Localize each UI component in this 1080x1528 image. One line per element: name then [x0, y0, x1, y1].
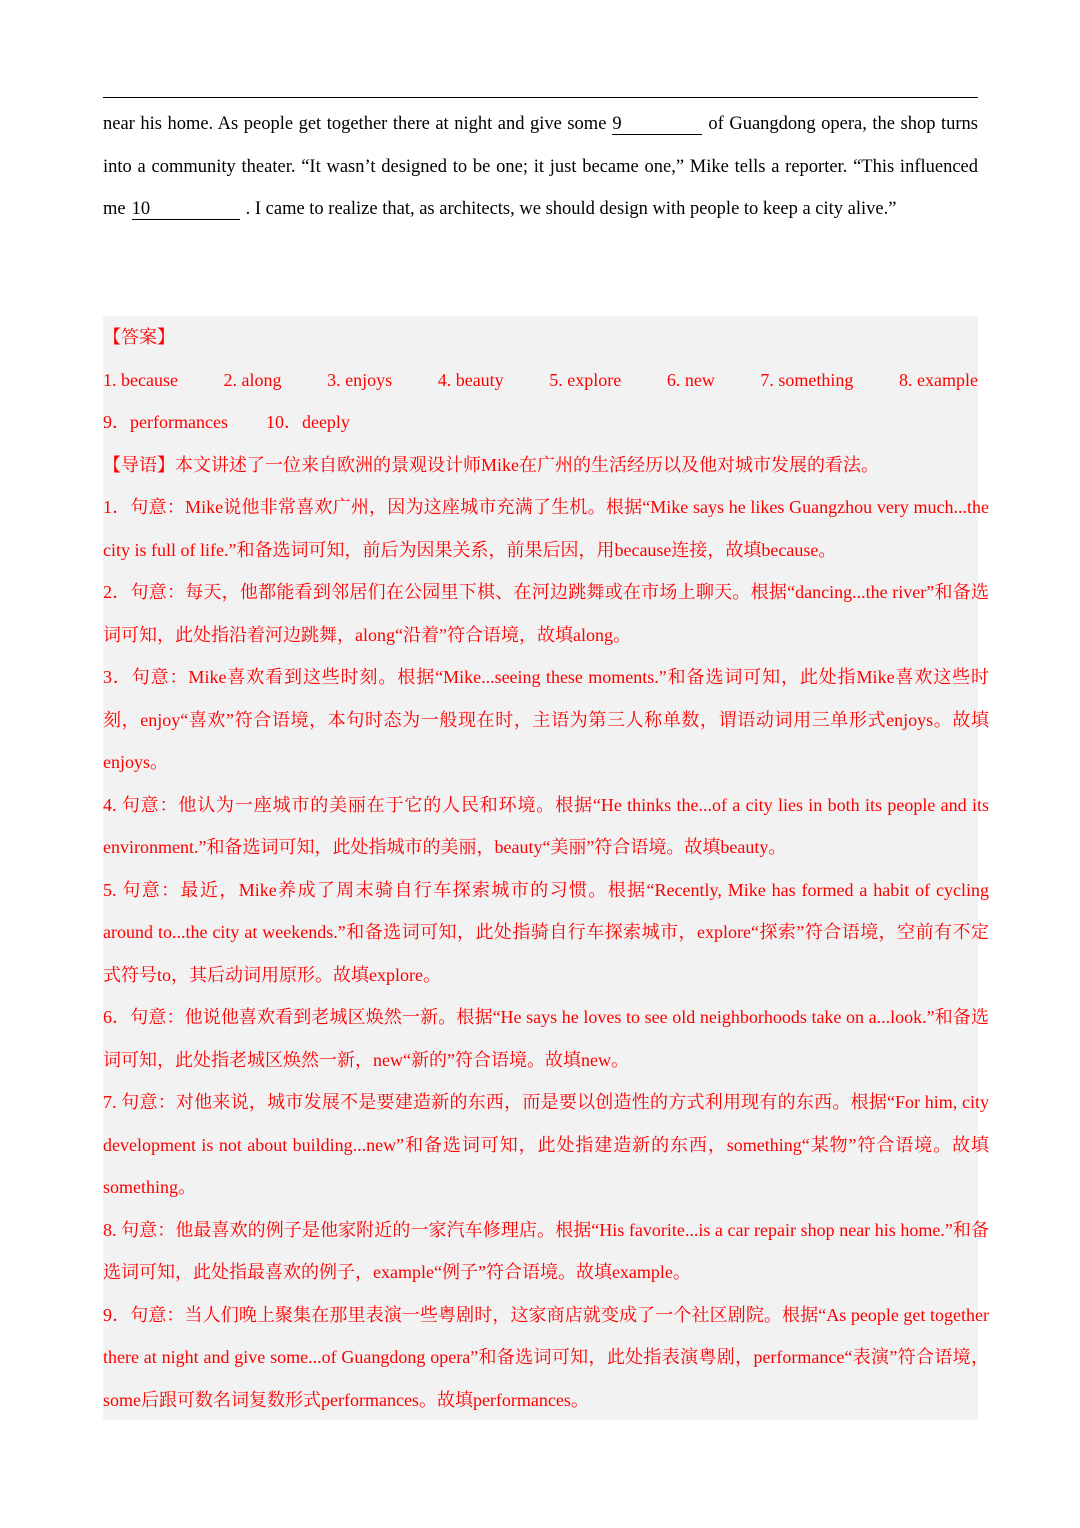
explanation-4: 4. 句意：他认为一座城市的美丽在于它的人民和环境。根据“He thinks the...of a city lies in both its people and its environment.”和备选词可知，此处指城市的美丽，beauty“美丽”符合语境。故填beauty。: [103, 794, 989, 857]
answer-item: 10．deeply: [265, 412, 350, 432]
passage-segment: . I came to realize that, as architects, we should design with people to keep a city alive.”: [245, 199, 897, 219]
answer-item: 4. beauty: [437, 369, 504, 390]
blank-9: 9: [612, 115, 702, 135]
answer-heading: 【答案】: [103, 327, 175, 347]
intro-text: 【导语】本文讲述了一位来自欧洲的景观设计师Mike在广州的生活经历以及他对城市发展的看法。: [103, 454, 879, 475]
passage-segment: near his home. As people get together there at night and give some: [103, 114, 607, 134]
explanation-2: 2．句意：每天，他都能看到邻居们在公园里下棋、在河边跳舞或在市场上聊天。根据“dancing...the river”和备选词可知，此处指沿着河边跳舞，along“沿着”符合语境，故填along。: [103, 582, 989, 645]
answer-item: 1. because: [103, 369, 178, 390]
answer-list-cont: [103, 401, 989, 444]
explanation-5: 5. 句意：最近，Mike养成了周末骑自行车探索城市的习惯。根据“Recently, Mike has formed a habit of cycling around to...the city at weekends.”和备选词可知，此处指骑自行车探索城市，explore“探索”符合语境，空前有不定式符号to，其后动词用原形。故填explore。: [103, 879, 989, 985]
answer-item: 6. new: [666, 369, 715, 390]
explanation-7: 7. 句意：对他来说，城市发展不是要建造新的东西，而是要以创造性的方式利用现有的东西。根据“For him, city development is not about building...new”和备选词可知，此处指建造新的东西，something“某物”符合语境。故填something。: [103, 1092, 989, 1197]
passage-segment: of Guangdong opera, the shop turns into a community theater. “It wasn’t designed to be one; it just became one,” Mike tells a reporter. “This influenced me: [103, 114, 978, 219]
answer-item: 7. something: [760, 369, 854, 390]
header-rule: [103, 97, 978, 98]
answer-item: 9．performances: [103, 412, 228, 432]
answer-item: 8. example: [898, 369, 978, 390]
blank-10: 10: [132, 200, 240, 220]
explanation-1: 1．句意：Mike说他非常喜欢广州，因为这座城市充满了生机。根据“Mike says he likes Guangzhou very much...the city is full of life.”和备选词可知，前后为因果关系，前果后因，用because连接，故填because。: [103, 497, 989, 560]
explanation-3: 3．句意：Mike喜欢看到这些时刻。根据“Mike...seeing these moments.”和备选词可知，此处指Mike喜欢这些时刻，enjoy“喜欢”符合语境，本句时态为一般现在时，主语为第三人称单数，谓语动词用三单形式enjoys。故填enjoys。: [103, 667, 989, 772]
answer-item: 2. along: [223, 369, 282, 390]
answer-list: [103, 359, 978, 402]
answer-item: 5. explore: [549, 369, 622, 390]
answer-item: 3. enjoys: [327, 369, 393, 390]
explanation-8: 8. 句意：他最喜欢的例子是他家附近的一家汽车修理店。根据“His favorite...is a car repair shop near his home.”和备选词可知，此处指最喜欢的例子，example“例子”符合语境。故填example。: [103, 1219, 989, 1282]
answer-section: [103, 316, 989, 1421]
explanation-6: 6．句意：他说他喜欢看到老城区焕然一新。根据“He says he loves to see old neighborhoods take on a...look.”和备选词可知，此处指老城区焕然一新，new“新的”符合语境。故填new。: [103, 1007, 989, 1070]
explanation-9: 9．句意：当人们晚上聚集在那里表演一些粤剧时，这家商店就变成了一个社区剧院。根据“As people get together there at night and give some...of Guangdong opera”和备选词可知，此处指表演粤剧，performance“表演”符合语境，some后跟可数名词复数形式performances。故填performances。: [103, 1304, 989, 1410]
passage-text: [103, 103, 978, 231]
